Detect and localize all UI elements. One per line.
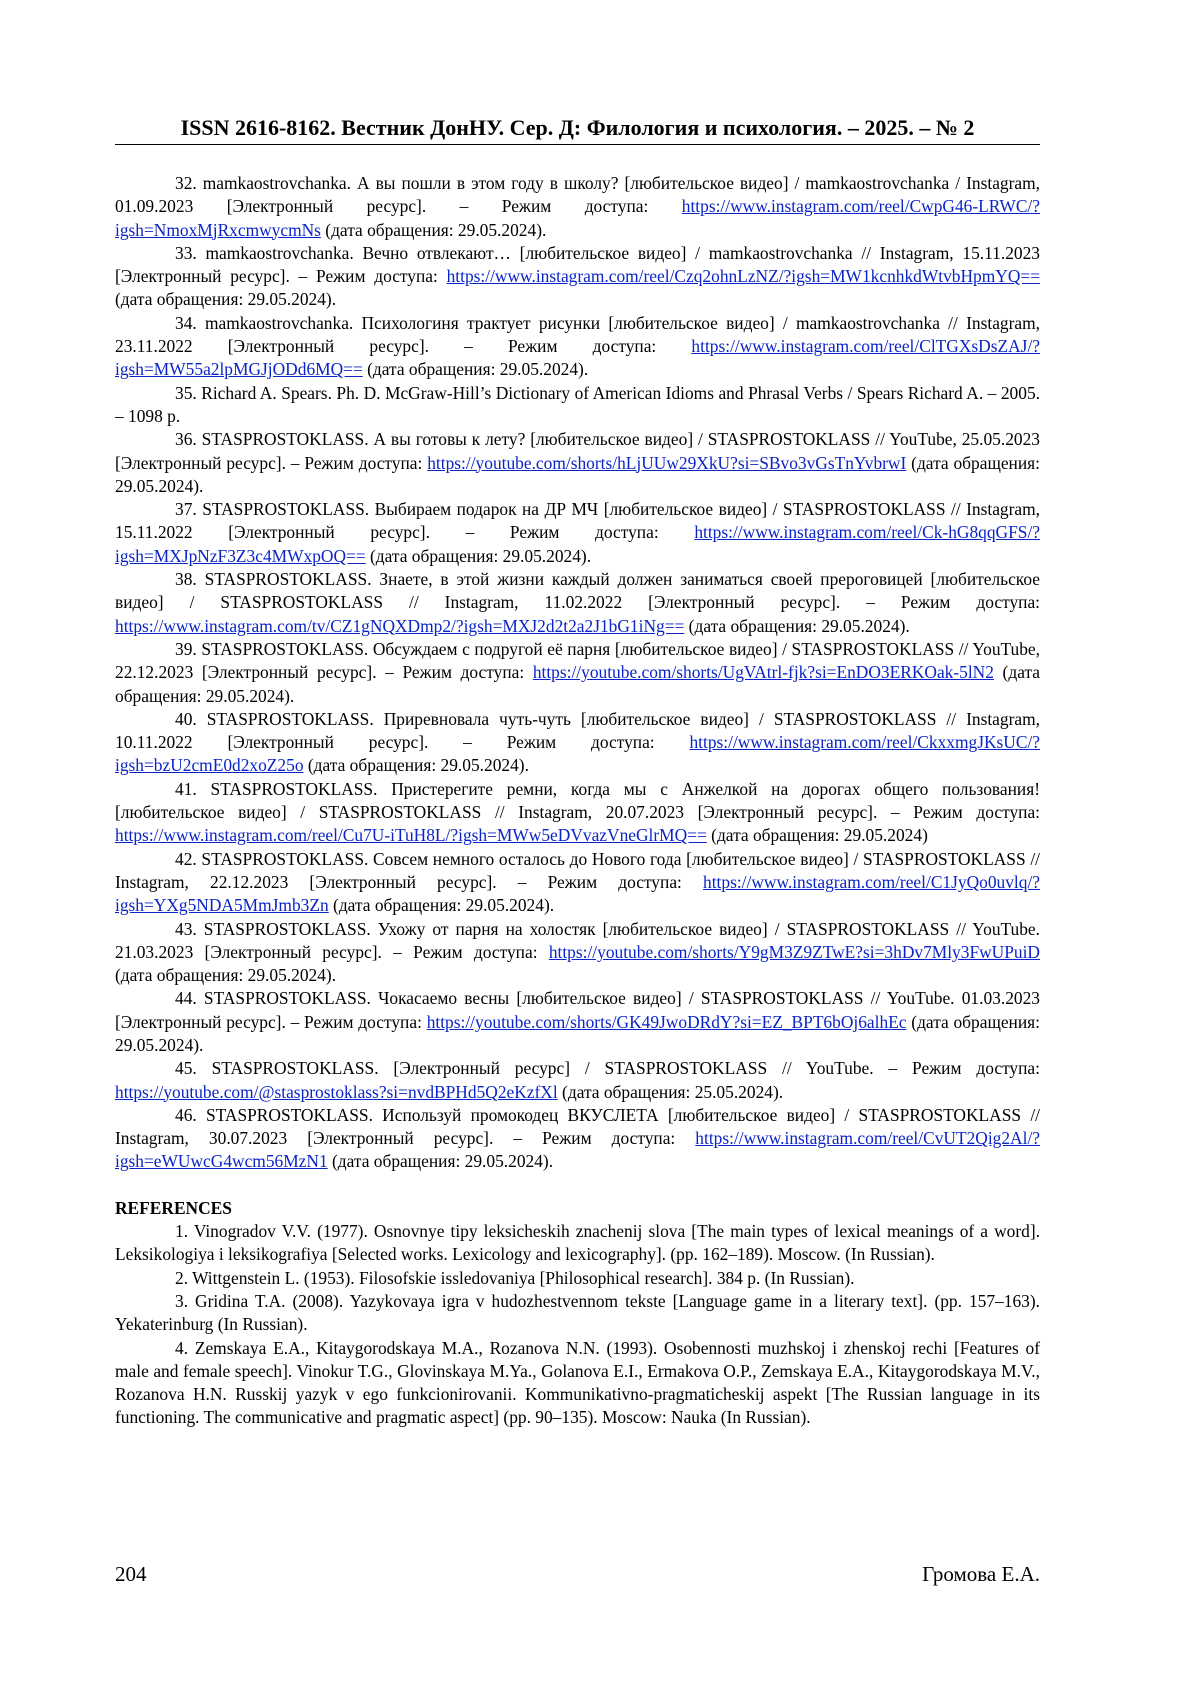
reference-text: 44. STASPROSTOKLASS. Чокасаемо весны [любительское видео] / STASPROSTOKLASS // YouTube. 01.03.2023 [Электронный ресурс]. – Режим доступа: (115, 988, 1040, 1032)
reference-item (115, 778, 1040, 848)
page-number: 204 (115, 1562, 147, 1586)
access-date: (дата обращения: 25.05.2024). (557, 1081, 784, 1102)
references-heading: REFERENCES (115, 1197, 232, 1218)
references-item: 2. Wittgenstein L. (1953). Filosofskie issledovaniya [Philosophical research]. 384 p. (In Russian). (175, 1267, 855, 1288)
reference-link[interactable]: https://www.instagram.com/reel/CvUT2Qig2Al/?igsh=eWUwcG4wcm56MzN1 (115, 1128, 1040, 1172)
bibliography-list (115, 172, 1040, 1174)
reference-item (115, 568, 1040, 638)
access-date: (дата обращения: 29.05.2024). (328, 895, 555, 916)
reference-text: 43. STASPROSTOKLASS. Ухожу от парня на холостяк [любительское видео] / STASPROSTOKLASS // YouTube. 21.03.2023 [Электронный ресурс]. – Режим доступа: (115, 918, 1040, 962)
reference-item (115, 1104, 1040, 1174)
reference-item (115, 242, 1040, 312)
reference-item (115, 498, 1040, 568)
reference-item (115, 312, 1040, 382)
reference-item (115, 918, 1040, 988)
reference-text: 34. mamkaostrovchanka. Психологиня трактует рисунки [любительское видео] / mamkaostrovchanka // Instagram, 23.11.2022 [Электронный ресурс]. – Режим доступа: (115, 312, 1040, 357)
reference-text: 35. Richard A. Spears. Ph. D. McGraw-Hill’s Dictionary of American Idioms and Phrasal Verbs / Spears Richard A. – 2005. – 1098 p. (115, 382, 1040, 426)
reference-item (115, 382, 1040, 429)
access-date: (дата обращения: 29.05.2024). (115, 965, 337, 986)
access-date: (дата обращения: 29.05.2024). (115, 1011, 1040, 1055)
reference-item (115, 638, 1040, 708)
reference-item (115, 428, 1040, 498)
reference-link[interactable]: https://www.instagram.com/reel/ClTGXsDsZAJ/?igsh=MW55a2lpMGJjODd6MQ== (115, 336, 1040, 380)
reference-link[interactable]: https://www.instagram.com/reel/Czq2ohnLzNZ/?igsh=MW1kcnhkdWtvbHpmYQ== (446, 266, 1040, 287)
reference-link[interactable]: https://www.instagram.com/reel/CkxxmgJKsUC/?igsh=bzU2cmE0d2xoZ25o (115, 732, 1040, 776)
reference-text: 32. mamkaostrovchanka. А вы пошли в этом году в школу? [любительское видео] / mamkaostrovchanka / Instagram, 01.09.2023 [Электронный ресурс]. – Режим доступа: (115, 173, 1040, 217)
reference-text: 36. STASPROSTOKLASS. А вы готовы к лету? [любительское видео] / STASPROSTOKLASS // YouTube, 25.05.2023 [Электронный ресурс]. – Режим доступа: (115, 429, 1040, 473)
reference-link[interactable]: https://www.instagram.com/reel/Ck-hG8qqGFS/?igsh=MXJpNzF3Z3c4MWxpOQ== (115, 522, 1040, 566)
access-date: (дата обращения: 29.05.2024). (303, 755, 529, 776)
reference-link[interactable]: https://youtube.com/shorts/GK49JwoDRdY?si=EZ_BPT6bOj6alhEc (426, 1011, 907, 1032)
reference-text: 40. STASPROSTOKLASS. Приревновала чуть-чуть [любительское видео] / STASPROSTOKLASS // Instagram, 10.11.2022 [Электронный ресурс]. – Режим доступа: (115, 708, 1040, 753)
reference-item (115, 987, 1040, 1057)
access-date: (дата обращения: 29.05.2024). (115, 289, 337, 310)
reference-text: 39. STASPROSTOKLASS. Обсуждаем с подругой её парня [любительское видео] / STASPROSTOKLASS // YouTube, 22.12.2023 [Электронный ресурс]. – Режим доступа: (115, 638, 1040, 683)
references-item: 1. Vinogradov V.V. (1977). Osnovnye tipy leksicheskih znachenij slova [The main types of lexical meanings of a word]. Leksikologiya i leksikografiya [Selected works. Lexicology and lexicography]. (pp. 162–189). Moscow. (In Russian). (115, 1221, 1040, 1265)
page-content (115, 172, 1040, 1430)
reference-text: 42. STASPROSTOKLASS. Совсем немного осталось до Нового года [любительское видео] / STASPROSTOKLASS // Instagram, 22.12.2023 [Электронный ресурс]. – Режим доступа: (115, 848, 1040, 892)
references-list (115, 1220, 1040, 1430)
running-header: ISSN 2616-8162. Вестник ДонНУ. Сер. Д: Филология и психология. – 2025. – № 2 (115, 114, 1040, 145)
reference-link[interactable]: https://www.instagram.com/reel/C1JyQo0uvlq/?igsh=YXg5NDA5MmJmb3Zn (115, 871, 1040, 916)
reference-text: 33. mamkaostrovchanka. Вечно отвлекают… [любительское видео] / mamkaostrovchanka // Instagram, 15.11.2023 [Электронный ресурс]. – Режим доступа: (115, 242, 1040, 287)
access-date: (дата обращения: 29.05.2024). (320, 219, 547, 240)
reference-item (115, 1057, 1040, 1104)
author-name: Громова Е.А. (922, 1562, 1040, 1586)
reference-text: 46. STASPROSTOKLASS. Используй промокодец ВКУСЛЕТА [любительское видео] / STASPROSTOKLASS // Instagram, 30.07.2023 [Электронный ресурс]. – Режим доступа: (115, 1104, 1040, 1149)
references-item: 4. Zemskaya E.A., Kitaygorodskaya M.A., Rozanova N.N. (1993). Osobennosti muzhskoj i zhenskoj rechi [Features of male and female speech]. Vinokur T.G., Glovinskaya M.Ya., Golanova E.I., Ermakova O.P., Zemskaya E.A., Kitaygorodskaya M.V., Rozanova H.N. Russkij yazyk v ego funkcionirovanii. Kommunikativno-pragmaticheskij aspekt [The Russian language in its functioning. The communicative and pragmatic aspect] (pp. 90–135). Moscow: Nauka (In Russian). (115, 1337, 1040, 1428)
reference-text: 41. STASPROSTOKLASS. Пристерегите ремни, когда мы с Анжелкой на дорогах общего пользования! [любительское видео] / STASPROSTOKLASS // Instagram, 20.07.2023 [Электронный ресурс]. – Режим доступа: (115, 778, 1040, 823)
reference-link[interactable]: https://youtube.com/@stasprostoklass?si=nvdBPHd5Q2eKzfXl (115, 1081, 558, 1102)
access-date: (дата обращения: 29.05.2024). (684, 615, 910, 636)
reference-link[interactable]: https://www.instagram.com/tv/CZ1gNQXDmp2/?igsh=MXJ2d2t2a2J1bG1iNg== (115, 615, 685, 636)
access-date: (дата обращения: 29.05.2024). (115, 662, 1040, 706)
reference-link[interactable]: https://youtube.com/shorts/hLjUUw29XkU?si=SBvo3vGsTnYvbrwI (427, 452, 907, 473)
reference-link[interactable]: https://youtube.com/shorts/UgVAtrl-fjk?si=EnDO3ERKOak-5lN2 (532, 662, 994, 683)
reference-text: 45. STASPROSTOKLASS. [Электронный ресурс] / STASPROSTOKLASS // YouTube. – Режим доступа: (175, 1058, 1040, 1079)
access-date: (дата обращения: 29.05.2024). (327, 1151, 554, 1172)
access-date: (дата обращения: 29.05.2024). (365, 545, 592, 566)
references-item: 3. Gridina T.A. (2008). Yazykovaya igra v hudozhestvennom tekste [Language game in a literary text]. (pp. 157–163). Yekaterinburg (In Russian). (115, 1290, 1040, 1335)
access-date: (дата обращения: 29.05.2024). (362, 359, 589, 380)
reference-item (115, 848, 1040, 918)
reference-link[interactable]: https://www.instagram.com/reel/Cu7U-iTuH8L/?igsh=MWw5eDVvazVneGlrMQ== (115, 825, 707, 846)
reference-text: 38. STASPROSTOKLASS. Знаете, в этой жизни каждый должен заниматься своей прероговицей [любительское видео] / STASPROSTOKLASS // Instagram, 11.02.2022 [Электронный ресурс]. – Режим доступа: (115, 569, 1040, 613)
reference-link[interactable]: https://youtube.com/shorts/Y9gM3Z9ZTwE?si=3hDv7Mly3FwUPuiD (548, 941, 1040, 962)
reference-item (115, 708, 1040, 778)
access-date: (дата обращения: 29.05.2024). (115, 452, 1040, 496)
reference-text: 37. STASPROSTOKLASS. Выбираем подарок на ДР МЧ [любительское видео] / STASPROSTOKLASS // Instagram, 15.11.2022 [Электронный ресурс]. – Режим доступа: (115, 499, 1040, 543)
reference-link[interactable]: https://www.instagram.com/reel/CwpG46-LRWC/?igsh=NmoxMjRxcmwycmNs (115, 196, 1040, 240)
reference-item (115, 172, 1040, 242)
access-date: (дата обращения: 29.05.2024) (706, 825, 928, 846)
